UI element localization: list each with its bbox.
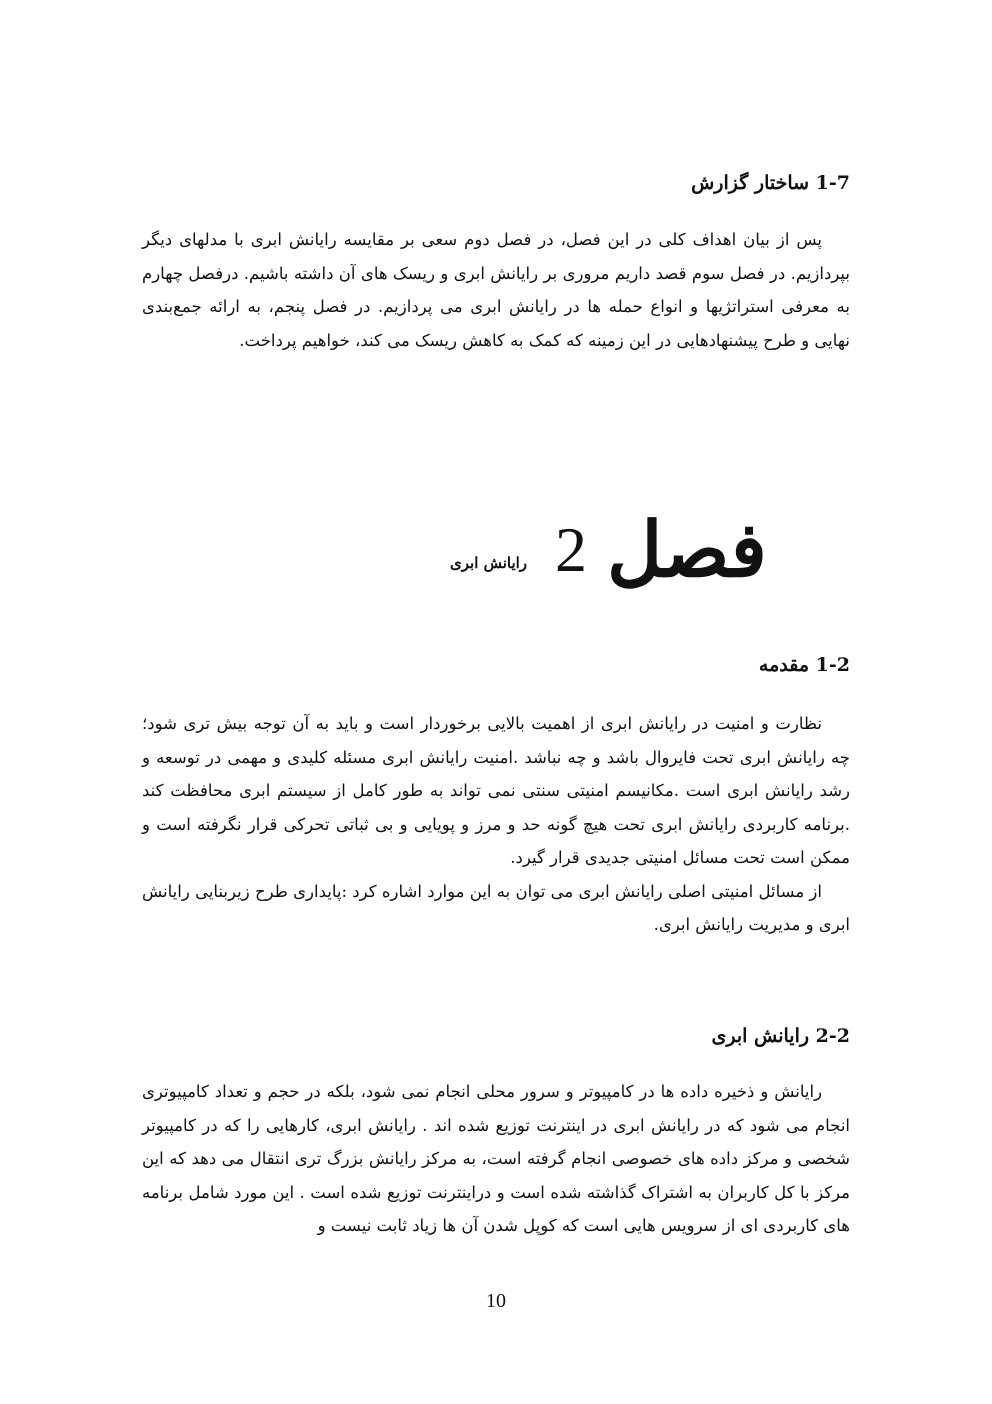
chapter-number: 2: [555, 514, 588, 585]
section-2-1-body: [142, 707, 850, 942]
section-heading-2-1: 1-2 مقدمه: [758, 654, 850, 676]
paragraph: از مسائل امنیتی اصلی رایانش ابری می توان به این موارد اشاره کرد :پایداری طرح زیربنایی رایانش ابری و مدیریت رایانش ابری.: [142, 881, 850, 934]
section-heading-2-2: 2-2 رایانش ابری: [711, 1025, 850, 1047]
chapter-title: [450, 500, 770, 600]
section-heading-1-7: 1-7 ساختار گزارش: [691, 172, 850, 194]
section-1-7-body: [142, 223, 850, 357]
chapter-word: فصل: [607, 505, 767, 594]
section-2-2-body: [142, 1075, 850, 1243]
paragraph: نظارت و امنیت در رایانش ابری از اهمیت بالایی برخوردار است و باید به آن توجه بیش تری شود؛ چه رایانش ابری تحت فایروال باشد و چه نباشد .امنیت رایانش ابری مسئله کلیدی و مهمی در توسعه و رشد رایانش ابری است .مکانیسم امنیتی سنتی نمی تواند به طور کامل از سیستم ابری محافظت کند .برنامه کاربردی رایانش ابری تحت هیچ گونه حد و مرز و پویایی و بی ثباتی تحرکی قرار نگرفته است و ممکن است تحت مسائل امنیتی جدیدی قرار گیرد.: [142, 714, 850, 867]
paragraph: رایانش و ذخیره داده ها در کامپیوتر و سرور محلی انجام نمی شود، بلکه در حجم و تعداد کامپیوتری انجام می شود که در رایانش ابری در اینترنت توزیع شده اند . رایانش ابری، کارهایی را که در کامپیوتر شخصی و مرکز داده های خصوصی انجام گرفته است، به مرکز رایانش بزرگ تری انتقال می دهد که این مرکز با کل کاربران به اشتراک گذاشته شده است و دراینترنت توزیع شده است . این مورد شامل برنامه های کاربردی ای از سرویس هایی است که کوپل شدن آن ها زیاد ثابت نیست و: [142, 1082, 850, 1235]
paragraph: پس از بیان اهداف کلی در این فصل، در فصل دوم سعی بر مقایسه رایانش ابری با مدلهای دیگر بپردازیم. در فصل سوم قصد داریم مروری بر رایانش ابری و ریسک های آن داشته باشیم. درفصل چهارم به معرفی استراتژیها و انواع حمله ها در رایانش ابری می پردازیم. در فصل پنجم، به ارائه جمع‌بندی نهایی و طرح پیشنهادهایی در این زمینه که کمک به کاهش ریسک می کند، خواهیم پرداخت.: [142, 230, 850, 350]
chapter-subtitle: رایانش ابری: [450, 554, 528, 572]
page-number: 10: [486, 1290, 506, 1312]
